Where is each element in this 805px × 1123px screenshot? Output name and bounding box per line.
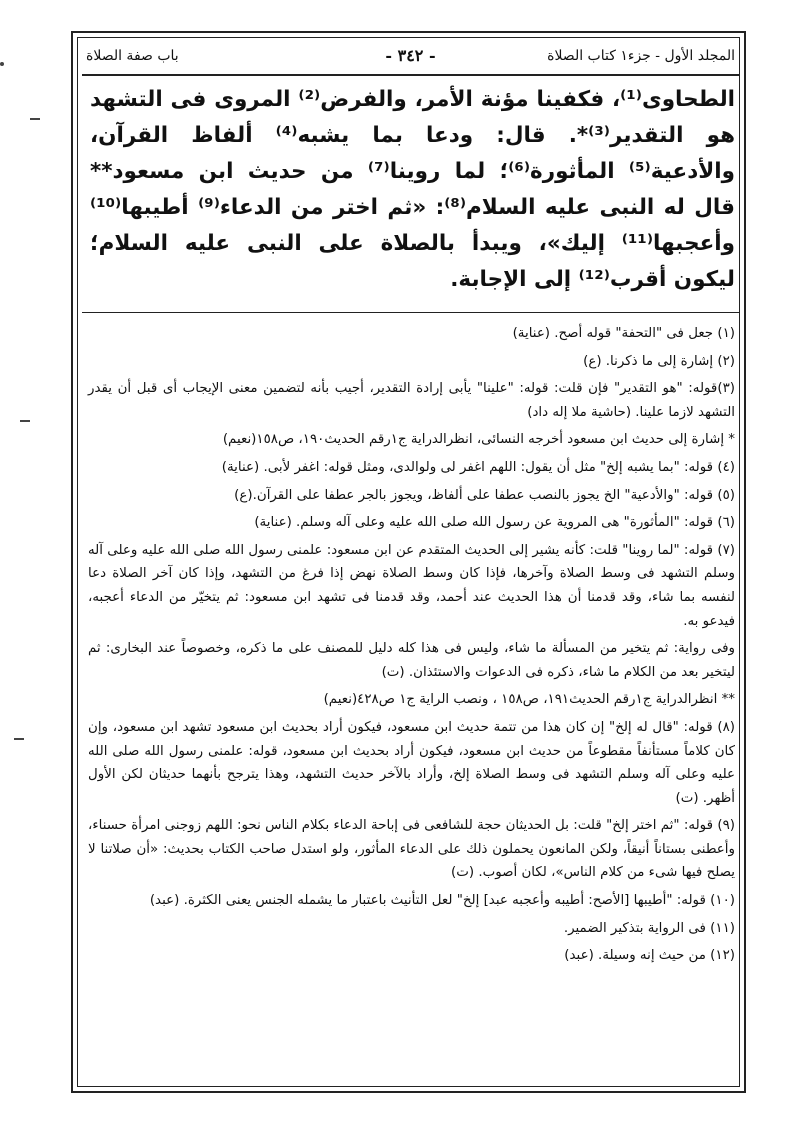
footnote-1: (١) جعل فى "التحفة" قوله أصح. (عناية) — [512, 326, 735, 341]
footnote-10: (١٠) قوله: "أطيبها [الأصح: أطيبه وأعجبه عبد] إلخ" لعل التأنيث باعتبار ما يشمله الجنس يعنى الكثرة. (عبد) — [149, 893, 735, 909]
footnote-11: (١١) فى الرواية بتذكير الضمير. — [563, 920, 735, 936]
volume-chapter-label: المجلد الأول - جزء١ كتاب الصلاة — [547, 48, 735, 64]
main-paragraph: الطحاوى⁽¹⁾، فكفينا مؤنة الأمر، والفرض⁽²⁾ المروى فى التشهد هو التقدير⁽³⁾*. قال: ودعا بما يشبه⁽⁴⁾ ألفاظ القرآن، والأدعية⁽⁵⁾ المأثورة⁽⁶⁾؛ لما روينا⁽⁷⁾ من حديث ابن مسعود** قال له النبى عليه السلام⁽⁸⁾: «ثم اختر من الدعاء⁽⁹⁾ أطيبها⁽¹⁰⁾ وأعجبها⁽¹¹⁾ إليك»، ويبدأ بالصلاة على النبى عليه السلام؛ ليكون أقرب⁽¹²⁾ إلى الإجابة. — [90, 87, 736, 292]
footnote-7: (٧) قوله: "لما روينا" قلت: كأنه يشير إلى الحديث المتقدم عن ابن مسعود: علمنى رسول الله صلى الله عليه وعلى آله وسلم التشهد فى وسط الصلاة وآخرها، فإذا كان وسط الصلاة نهض إذا فرغ من التشهد، وإذا كان آخر الصلاة دعا لنفسه بما شاء، وقد قدمنا أن هذا الحديث عند أحمد، وقد قدمنا فى تشهد ابن مسعود: ثم يتخيّر من الدعاء أعجبه، فيدعو به. — [88, 542, 735, 629]
footnote-12: (١٢) من حيث إنه وسيلة. (عبد) — [564, 948, 735, 964]
footnotes — [88, 322, 735, 972]
scan-mark — [14, 738, 24, 740]
footnote-4: (٤) قوله: "بما يشبه إلخ" مثل أن يقول: اللهم اغفر لى ولوالدى، ومثل قوله: اغفر لأبى. (عناية) — [221, 459, 735, 475]
page-header — [86, 44, 735, 74]
header-rule — [82, 74, 739, 76]
main-text — [90, 82, 735, 298]
section-title: باب صفة الصلاة — [86, 48, 179, 64]
footnote-3: (٣)قوله: "هو التقدير" فإن قلت: قوله: "علينا" يأبى إرادة التقدير، أجيب بأنه لتضمين معنى الإيجاب أى قبل أن يقدر التشهد لازما علينا. (حاشية ملا إله داد) — [88, 381, 735, 420]
footnote-star: * إشارة إلى حديث ابن مسعود أخرجه النسائى، انظرالدراية ج١رقم الحديث١٩٠، ص١٥٨(نعيم) — [222, 432, 735, 448]
footnote-5: (٥) قوله: "والأدعية" الخ يجوز بالنصب عطفا على ألفاظ، ويجوز بالجر عطفا على القرآن.(ع) — [234, 487, 735, 503]
scan-mark — [20, 420, 30, 422]
scan-mark — [30, 118, 40, 120]
page-number: - ٣٤٢ - — [385, 46, 436, 65]
footnote-7-continued: وفى رواية: ثم يتخير من المسألة ما شاء، وليس فى هذا كله دليل للمصنف على ما ذكره، وخصوصاً عند البخارى: ثم ليتخير بعد من الكلام ما شاء، ذكره فى الدعوات والاستئذان. (ت) — [88, 641, 735, 680]
footnote-2: (٢) إشارة إلى ما ذكرنا. (ع) — [583, 353, 735, 369]
footnote-6: (٦) قوله: "المأثورة" هى المروية عن رسول الله صلى الله عليه وعلى آله وسلم. (عناية) — [254, 515, 735, 531]
footnote-9: (٩) قوله: "ثم اختر إلخ" قلت: بل الحديثان حجة للشافعى فى إباحة الدعاء بكلام الناس نحو: اللهم زوجنى امرأة حسناء، وأعطنى بستاناً أنيقاً، ولكن المانعون يحملون ذلك على الدعاء المأثور، ولو استدل صاحب الكتاب بحديث: «أن صلاتنا لا يصلح فيها شىء من كلام الناس»، لكان أصوب. (ت) — [88, 818, 735, 881]
footnote-separator — [82, 312, 739, 313]
footnote-8: (٨) قوله: "قال له إلخ" إن كان هذا من تتمة حديث ابن مسعود، فيكون أراد بحديث ابن مسعود تشهد ابن مسعود، وإن كان كلاماً مستأنفاً مقطوعاً من حديث ابن مسعود، فيكون أراد بحديث ابن مسعود، قوله: علمنى رسول الله صلى الله عليه وعلى آله وسلم التشهد فى وسط الصلاة إلخ، وأراد بالآخر حديث التشهد، وهذا يترجح بأنهما حديثان لكن الأول أظهر. (ت) — [88, 719, 735, 806]
scan-mark — [0, 62, 4, 66]
footnote-double-star: ** انظرالدراية ج١رقم الحديث١٩١، ص١٥٨ ، ونصب الراية ج١ ص٤٢٨(نعيم) — [323, 692, 735, 708]
